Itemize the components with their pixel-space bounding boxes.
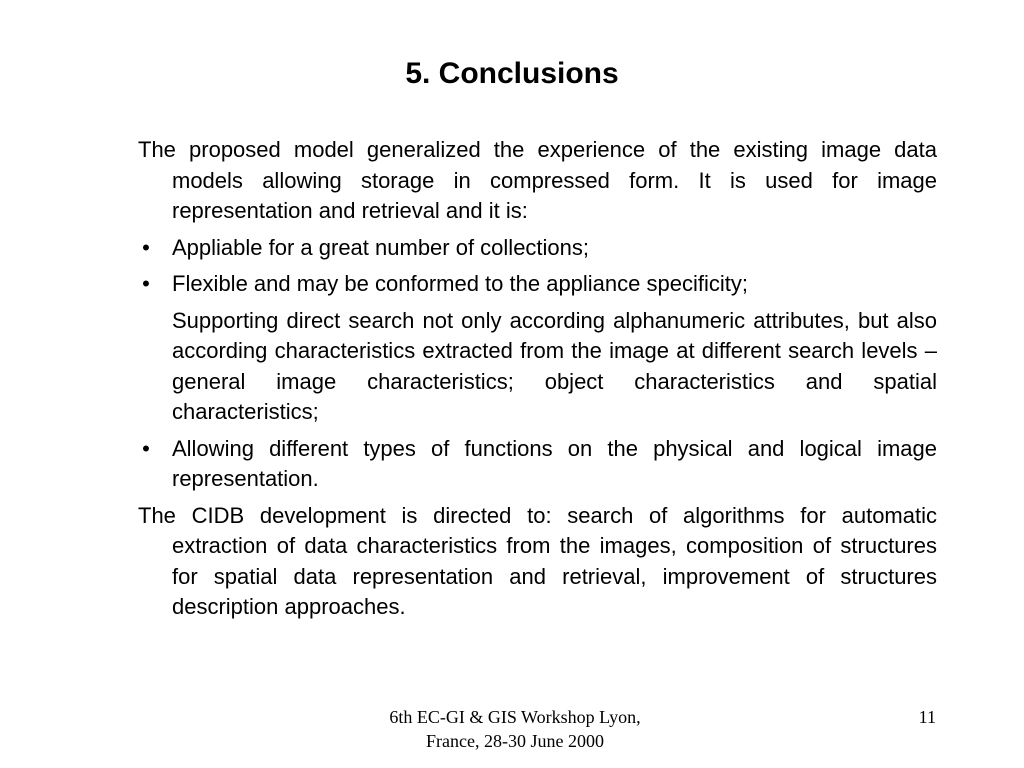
list-item-text: Flexible and may be conformed to the appliance specificity; [172,271,748,296]
list-item-text: Supporting direct search not only according alphanumeric attributes, but also according characteristics extracted from the image at different search levels – general image characteristics; object characteristics and spatial characteristics; [172,307,937,424]
slide-body [138,135,937,629]
list-item [138,233,937,264]
bullet-icon: • [142,435,150,461]
list-item-text: Appliable for a great number of collections; [172,234,590,260]
bullet-icon: • [142,234,150,260]
list-item-text: Allowing different types of functions on the physical and logical image representation. [172,435,937,491]
page-number: 11 [918,707,936,727]
list-item [138,434,937,495]
footer-line: 6th EC-GI & GIS Workshop Lyon, [389,707,641,727]
list-item [138,306,937,428]
intro-paragraph: The proposed model generalized the experience of the existing image data models allowing storage in compressed form. It is used for image representation and retrieval and it is: [138,137,937,223]
footer-line: France, 28-30 June 2000 [426,731,604,751]
bullet-icon: • [142,271,150,296]
footer-event-info [340,705,690,753]
slide-title: 5. Conclusions [405,57,619,90]
closing-paragraph: The CIDB development is directed to: search of algorithms for automatic extraction of data characteristics from the images, composition of structures for spatial data representation and retrieval, improvement of structures description approaches. [138,502,937,619]
list-item [138,269,937,300]
